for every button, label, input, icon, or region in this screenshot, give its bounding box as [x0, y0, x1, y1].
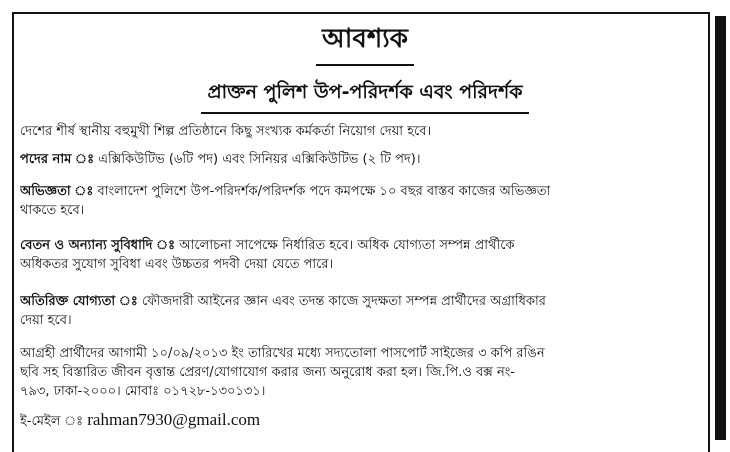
ad-title-text: আবশ্যক: [316, 18, 414, 66]
application-paragraph: [20, 344, 708, 401]
application-line-2: ছবি সহ বিস্তারিত জীবন বৃত্তান্ত প্রেরণ/যোগাযোগ করার জন্য অনুরোধ করা হল। জি.পি.ও বক্স নং-: [20, 365, 515, 380]
email-row: [20, 410, 708, 431]
experience-label: অভিজ্ঞতা ঃ: [20, 184, 94, 199]
ad-subtitle-text: প্রাক্তন পুলিশ উপ-পরিদর্শক এবং পরিদর্শক: [201, 78, 528, 114]
posts-label: পদের নাম ঃ: [20, 152, 95, 167]
salary-paragraph: [20, 236, 708, 274]
intro-text: দেশের শীর্ষ স্থানীয় বহুমুখী শিল্প প্রতিষ্ঠানে কিছু সংখ্যক কর্মকর্তা নিয়োগ দেয়া হবে।: [20, 124, 432, 139]
salary-line-1: আলোচনা সাপেক্ষে নির্ধারিত হবে। অধিক যোগ্যতা সম্পন্ন প্রার্থীকে: [179, 238, 515, 253]
salary-line-2: অধিকতর সুযোগ সুবিধা এবং উচ্চতর পদবী দেয়া যেতে পারে।: [20, 257, 334, 272]
posts-value: এক্সিকিউটিভ (৬টি পদ) এবং সিনিয়র এক্সিকিউটিভ (২ টি পদ)।: [98, 152, 421, 167]
additional-line-1: ফৌজদারী আইনের জ্ঞান এবং তদন্ত কাজে সুদক্ষতা সম্পন্ন প্রার্থীদের অগ্রাধিকার: [141, 294, 546, 309]
email-address[interactable]: rahman7930@gmail.com: [87, 410, 261, 429]
additional-label: অতিরিক্ত যোগ্যতা ঃ: [20, 294, 138, 309]
posts-paragraph: [20, 150, 708, 169]
application-line-1: আগ্রহী প্রার্থীদের আগামী ১০/০৯/২০১৩ ইং তারিখের মধ্যে সদ্যতোলা পাসপোর্ট সাইজের ৩ কপি রঙিন: [20, 346, 545, 361]
email-label: ই-মেইল ঃ: [20, 414, 84, 429]
intro-paragraph: [20, 122, 708, 141]
experience-paragraph: [20, 182, 708, 220]
additional-qualification-paragraph: [20, 292, 708, 330]
salary-label: বেতন ও অন্যান্য সুবিধাদি ঃ: [20, 238, 176, 253]
ad-title: [0, 18, 730, 66]
ad-subtitle: [0, 78, 730, 114]
experience-line-2: থাকতে হবে।: [20, 203, 85, 218]
additional-line-2: দেয়া হবে।: [20, 313, 72, 328]
application-line-3: ৭৯৩, ঢাকা-২০০০। মোবাঃ ০১৭২৮-১৩০১৩১।: [20, 384, 266, 399]
experience-line-1: বাংলাদেশ পুলিশে উপ-পরিদর্শক/পরিদর্শক পদে কমপক্ষে ১০ বছর বাস্তব কাজের অভিজ্ঞতা: [97, 184, 551, 199]
